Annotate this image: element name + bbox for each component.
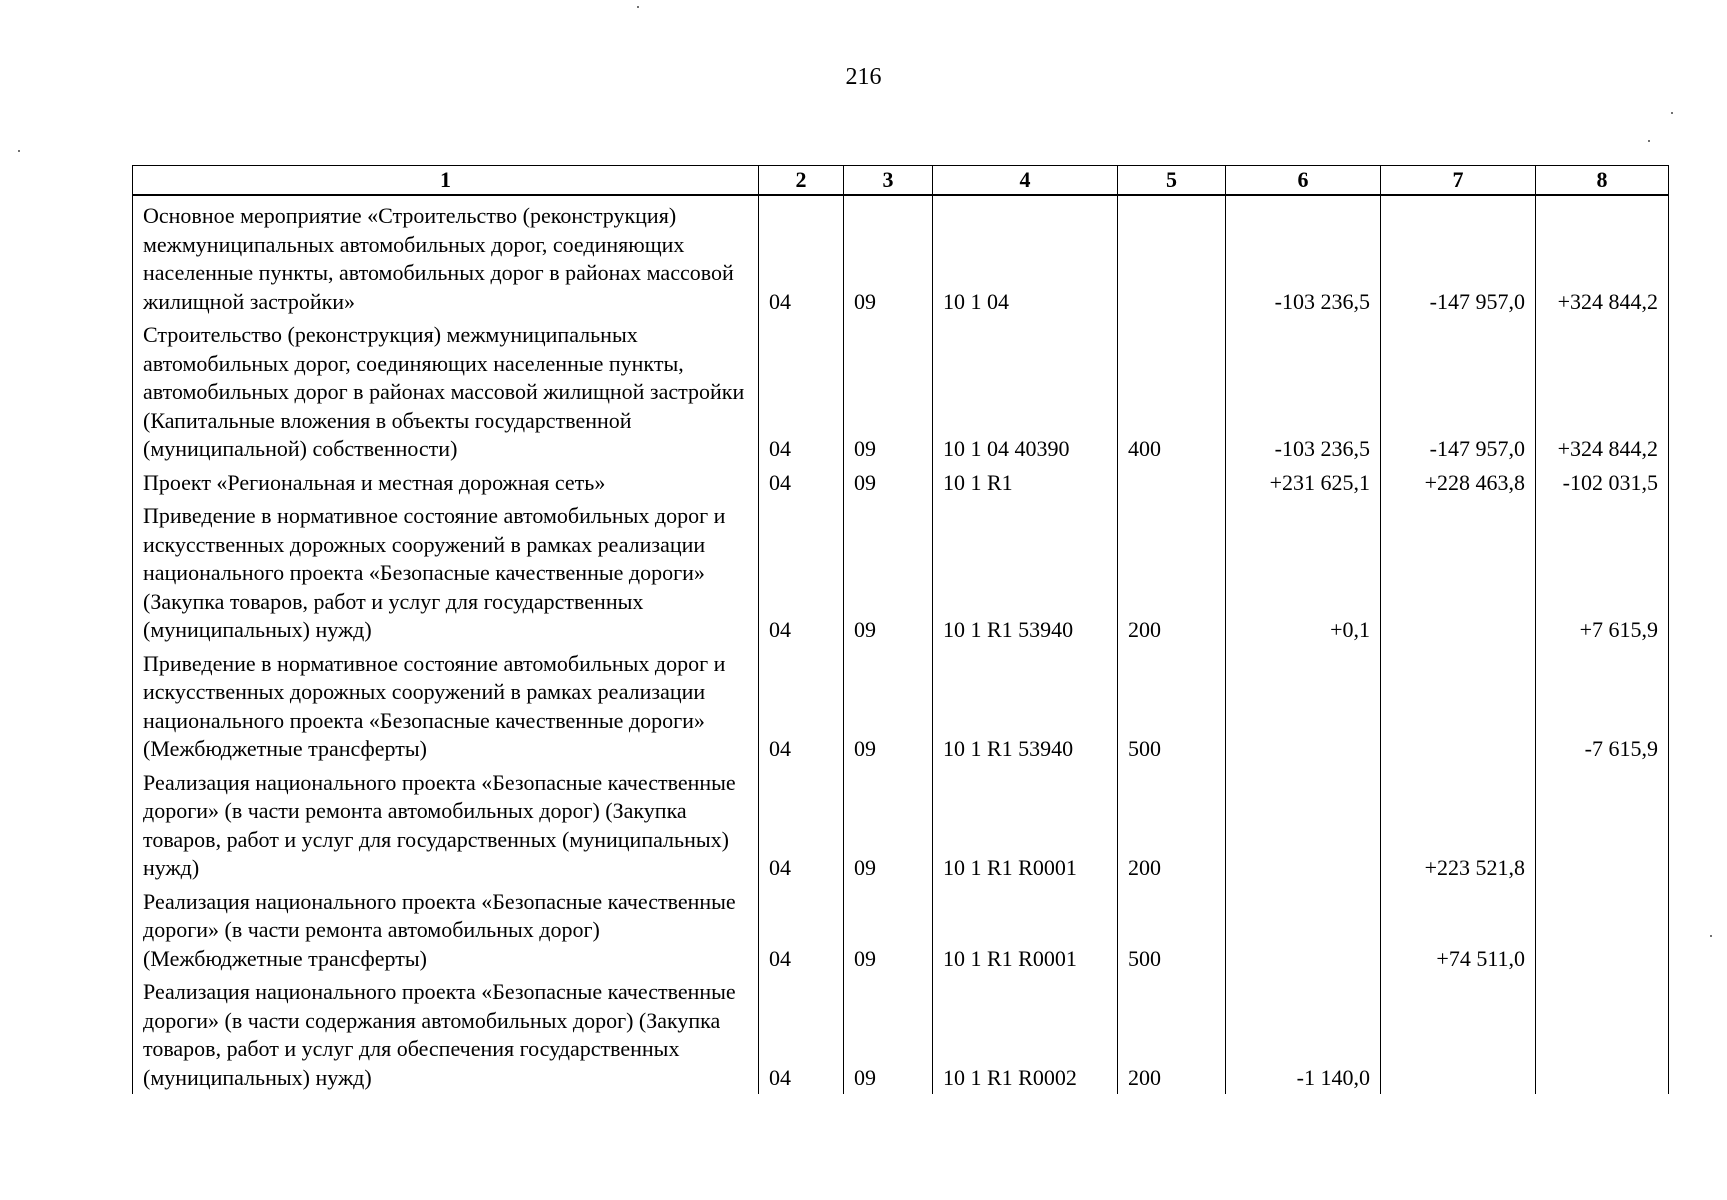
amount-col8: -102 031,5 <box>1536 466 1669 500</box>
expense-type-code <box>1118 195 1226 318</box>
table-row <box>133 499 1669 647</box>
amount-col8: +7 615,9 <box>1536 499 1669 647</box>
amount-col6: -103 236,5 <box>1226 318 1381 466</box>
table-row <box>133 318 1669 466</box>
column-header: 8 <box>1536 166 1669 196</box>
subsection-code: 09 <box>844 975 933 1094</box>
target-article-code: 10 1 R1 53940 <box>933 647 1118 766</box>
subsection-code: 09 <box>844 195 933 318</box>
column-header: 3 <box>844 166 933 196</box>
amount-col7: +74 511,0 <box>1381 885 1536 976</box>
table-row <box>133 466 1669 500</box>
table-row <box>133 975 1669 1094</box>
amount-col8: +324 844,2 <box>1536 195 1669 318</box>
expense-type-code: 500 <box>1118 647 1226 766</box>
section-code: 04 <box>759 499 844 647</box>
amount-col6 <box>1226 885 1381 976</box>
subsection-code: 09 <box>844 766 933 885</box>
amount-col7 <box>1381 499 1536 647</box>
amount-col7 <box>1381 975 1536 1094</box>
amount-col8 <box>1536 975 1669 1094</box>
target-article-code: 10 1 R1 R0002 <box>933 975 1118 1094</box>
item-name: Приведение в нормативное состояние автомобильных дорог и искусственных дорожных сооружений в рамках реализации национального проекта «Безопасные качественные дороги» (Закупка товаров, работ и услуг для государственных (муниципальных) нужд) <box>133 499 759 647</box>
section-code: 04 <box>759 885 844 976</box>
subsection-code: 09 <box>844 647 933 766</box>
scan-speck <box>1710 935 1712 937</box>
column-header: 2 <box>759 166 844 196</box>
page-number: 216 <box>845 64 882 90</box>
table-row <box>133 647 1669 766</box>
expense-type-code: 500 <box>1118 885 1226 976</box>
section-code: 04 <box>759 647 844 766</box>
amount-col6: +0,1 <box>1226 499 1381 647</box>
scan-speck <box>1648 140 1650 142</box>
amount-col7: +228 463,8 <box>1381 466 1536 500</box>
scan-speck <box>637 6 639 8</box>
amount-col7: +223 521,8 <box>1381 766 1536 885</box>
column-header: 6 <box>1226 166 1381 196</box>
scan-speck <box>1671 112 1673 114</box>
table-header <box>133 166 1669 196</box>
subsection-code: 09 <box>844 499 933 647</box>
scan-speck <box>18 150 20 152</box>
amount-col8: -7 615,9 <box>1536 647 1669 766</box>
section-code: 04 <box>759 318 844 466</box>
item-name: Основное мероприятие «Строительство (реконструкция) межмуниципальных автомобильных дорог, соединяющих населенные пункты, автомобильных дорог в районах массовой жилищной застройки» <box>133 195 759 318</box>
expense-type-code: 200 <box>1118 975 1226 1094</box>
expense-type-code: 400 <box>1118 318 1226 466</box>
budget-table <box>132 165 1669 1094</box>
target-article-code: 10 1 04 <box>933 195 1118 318</box>
amount-col6 <box>1226 647 1381 766</box>
column-header: 5 <box>1118 166 1226 196</box>
amount-col7: -147 957,0 <box>1381 318 1536 466</box>
column-header: 7 <box>1381 166 1536 196</box>
subsection-code: 09 <box>844 466 933 500</box>
target-article-code: 10 1 04 40390 <box>933 318 1118 466</box>
expense-type-code: 200 <box>1118 766 1226 885</box>
header-row <box>133 166 1669 196</box>
item-name: Приведение в нормативное состояние автомобильных дорог и искусственных дорожных сооружений в рамках реализации национального проекта «Безопасные качественные дороги» (Межбюджетные трансферты) <box>133 647 759 766</box>
amount-col7: -147 957,0 <box>1381 195 1536 318</box>
target-article-code: 10 1 R1 R0001 <box>933 766 1118 885</box>
column-header: 1 <box>133 166 759 196</box>
amount-col6: -1 140,0 <box>1226 975 1381 1094</box>
amount-col8: +324 844,2 <box>1536 318 1669 466</box>
column-header: 4 <box>933 166 1118 196</box>
item-name: Строительство (реконструкция) межмуниципальных автомобильных дорог, соединяющих населенные пункты, автомобильных дорог в районах массовой жилищной застройки (Капитальные вложения в объекты государственной (муниципальной) собственности) <box>133 318 759 466</box>
section-code: 04 <box>759 766 844 885</box>
target-article-code: 10 1 R1 53940 <box>933 499 1118 647</box>
item-name: Реализация национального проекта «Безопасные качественные дороги» (в части ремонта автомобильных дорог) (Межбюджетные трансферты) <box>133 885 759 976</box>
target-article-code: 10 1 R1 R0001 <box>933 885 1118 976</box>
table-row <box>133 885 1669 976</box>
amount-col8 <box>1536 766 1669 885</box>
subsection-code: 09 <box>844 885 933 976</box>
item-name: Реализация национального проекта «Безопасные качественные дороги» (в части ремонта автомобильных дорог) (Закупка товаров, работ и услуг для государственных (муниципальных) нужд) <box>133 766 759 885</box>
table-body <box>133 195 1669 1094</box>
section-code: 04 <box>759 466 844 500</box>
amount-col8 <box>1536 885 1669 976</box>
target-article-code: 10 1 R1 <box>933 466 1118 500</box>
amount-col7 <box>1381 647 1536 766</box>
expense-type-code <box>1118 466 1226 500</box>
table-row <box>133 766 1669 885</box>
section-code: 04 <box>759 195 844 318</box>
expense-type-code: 200 <box>1118 499 1226 647</box>
section-code: 04 <box>759 975 844 1094</box>
table-row <box>133 195 1669 318</box>
amount-col6 <box>1226 766 1381 885</box>
amount-col6: -103 236,5 <box>1226 195 1381 318</box>
amount-col6: +231 625,1 <box>1226 466 1381 500</box>
item-name: Проект «Региональная и местная дорожная сеть» <box>133 466 759 500</box>
subsection-code: 09 <box>844 318 933 466</box>
item-name: Реализация национального проекта «Безопасные качественные дороги» (в части содержания автомобильных дорог) (Закупка товаров, работ и услуг для обеспечения государственных (муниципальных) нужд) <box>133 975 759 1094</box>
